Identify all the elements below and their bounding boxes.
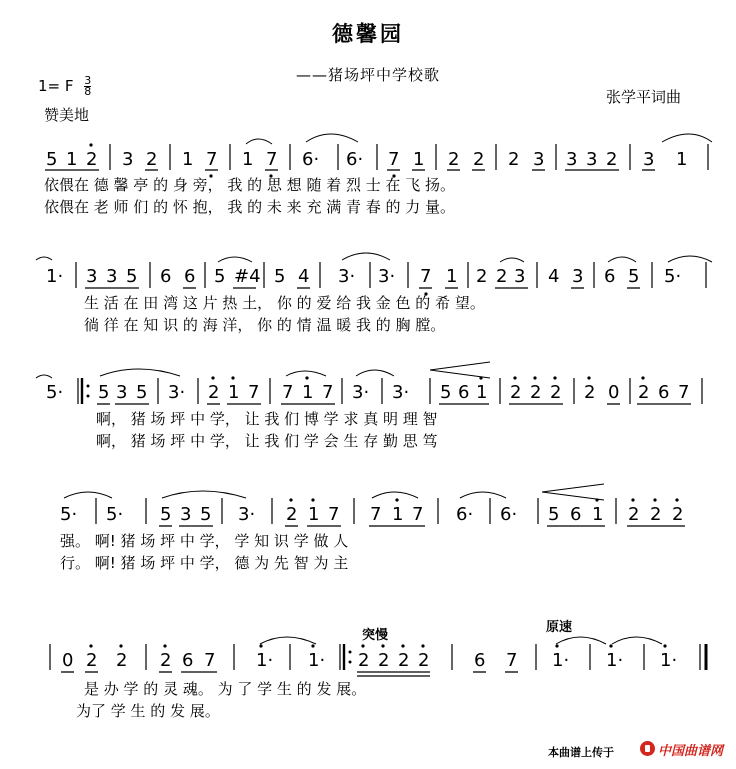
- svg-text:7: 7: [266, 149, 278, 170]
- svg-text:1: 1: [182, 149, 194, 170]
- svg-text:2: 2: [628, 504, 640, 525]
- svg-text:1: 1: [476, 382, 488, 403]
- svg-text:1·: 1·: [660, 650, 678, 671]
- svg-text:5·: 5·: [60, 504, 78, 525]
- svg-text:3: 3: [572, 266, 584, 287]
- svg-text:1·: 1·: [46, 266, 64, 287]
- svg-text:1·: 1·: [308, 650, 326, 671]
- svg-text:1: 1: [413, 149, 425, 170]
- tempo-mark-slow: 突慢: [362, 628, 389, 643]
- svg-text:3·: 3·: [392, 382, 410, 403]
- svg-text:1: 1: [446, 266, 458, 287]
- svg-text:5: 5: [274, 266, 286, 287]
- site-name: 中国曲谱网: [658, 744, 724, 759]
- svg-text:3: 3: [116, 382, 128, 403]
- score-row-4: [60, 484, 685, 526]
- svg-text:2: 2: [448, 149, 460, 170]
- slur: [246, 139, 272, 144]
- svg-text:2: 2: [86, 650, 98, 671]
- svg-text:5: 5: [160, 504, 172, 525]
- song-title: 德馨园: [332, 22, 404, 46]
- svg-text:1·: 1·: [552, 650, 570, 671]
- svg-text:3·: 3·: [238, 504, 256, 525]
- svg-text:2: 2: [530, 382, 542, 403]
- svg-text:5·: 5·: [46, 382, 64, 403]
- svg-text:2: 2: [606, 149, 618, 170]
- tempo-marking: 赞美地: [44, 106, 90, 124]
- svg-text:2: 2: [358, 650, 370, 671]
- svg-text:1: 1: [592, 504, 604, 525]
- svg-text:2: 2: [508, 149, 520, 170]
- svg-text:2: 2: [473, 149, 485, 170]
- svg-text:5·: 5·: [664, 266, 682, 287]
- svg-text:5: 5: [628, 266, 640, 287]
- svg-text:2: 2: [510, 382, 522, 403]
- svg-text:0: 0: [62, 650, 74, 671]
- score-row-1: [45, 134, 712, 178]
- svg-text:6: 6: [458, 382, 470, 403]
- upload-note: 本曲谱上传于: [548, 746, 614, 759]
- note: 1: [66, 149, 78, 170]
- svg-text:6: 6: [570, 504, 582, 525]
- lyric-row-3-verse-2: 啊， 猪 场 坪 中 学， 让 我 们 学 会 生 存 勤 思 笃: [96, 432, 438, 450]
- svg-text:1: 1: [392, 504, 404, 525]
- svg-text:2: 2: [208, 382, 220, 403]
- svg-text:6·: 6·: [456, 504, 474, 525]
- svg-text:3: 3: [586, 149, 598, 170]
- crescendo-mark: [542, 484, 604, 500]
- tempo-mark-original: 原速: [546, 620, 573, 635]
- svg-text:1: 1: [242, 149, 254, 170]
- high-dot: [89, 143, 92, 146]
- svg-text:3: 3: [533, 149, 545, 170]
- site-logo: [640, 740, 726, 758]
- svg-text:6: 6: [658, 382, 670, 403]
- svg-text:5: 5: [214, 266, 226, 287]
- svg-text:5: 5: [440, 382, 452, 403]
- note: 3: [122, 149, 134, 170]
- svg-text:1: 1: [302, 382, 314, 403]
- svg-text:6: 6: [160, 266, 172, 287]
- svg-text:2: 2: [476, 266, 488, 287]
- svg-text:6: 6: [184, 266, 196, 287]
- svg-text:6: 6: [604, 266, 616, 287]
- svg-text:7: 7: [420, 266, 432, 287]
- svg-text:3: 3: [566, 149, 578, 170]
- svg-text:7: 7: [370, 504, 382, 525]
- svg-text:2: 2: [672, 504, 684, 525]
- svg-text:5: 5: [136, 382, 148, 403]
- lyric-row-3-verse-1: 啊， 猪 场 坪 中 学， 让 我 们 博 学 求 真 明 理 智: [96, 410, 438, 428]
- svg-text:6·: 6·: [500, 504, 518, 525]
- svg-text:5: 5: [548, 504, 560, 525]
- author-credit: 张学平词曲: [606, 88, 682, 106]
- song-subtitle: ——猪场坪中学校歌: [295, 66, 440, 84]
- svg-text:7: 7: [328, 504, 340, 525]
- svg-text:6·: 6·: [346, 149, 364, 170]
- score-row-3: [36, 362, 702, 404]
- svg-text:2: 2: [160, 650, 172, 671]
- svg-text:3: 3: [180, 504, 192, 525]
- svg-text:2: 2: [116, 650, 128, 671]
- svg-text:1: 1: [676, 149, 688, 170]
- svg-text:7: 7: [206, 149, 218, 170]
- lyric-row-4-verse-2: 行。 啊! 猪 场 坪 中 学， 德 为 先 智 为 主: [60, 554, 349, 572]
- time-denominator: 8: [84, 85, 92, 98]
- svg-text:1·: 1·: [606, 650, 624, 671]
- lyric-row-2-verse-1: 生 活 在 田 湾 这 片 热 土， 你 的 爱 给 我 金 色 的 希 望。: [84, 294, 485, 312]
- svg-text:7: 7: [204, 650, 216, 671]
- svg-text:3·: 3·: [168, 382, 186, 403]
- svg-text:3·: 3·: [338, 266, 356, 287]
- svg-text:6·: 6·: [302, 149, 320, 170]
- svg-text:0: 0: [608, 382, 620, 403]
- svg-text:1·: 1·: [256, 650, 274, 671]
- lyric-row-1-verse-1: 依偎在 德 馨 亭 的 身 旁， 我 的 思 想 随 着 烈 士 在 飞 扬。: [44, 176, 456, 194]
- svg-text:1: 1: [228, 382, 240, 403]
- svg-text:7: 7: [388, 149, 400, 170]
- svg-text:3: 3: [86, 266, 98, 287]
- lyric-row-2-verse-2: 徜 徉 在 知 识 的 海 洋， 你 的 情 温 暖 我 的 胸 膛。: [84, 316, 446, 334]
- svg-text:5: 5: [200, 504, 212, 525]
- lyric-row-4-verse-1: 强。 啊! 猪 场 坪 中 学， 学 知 识 学 做 人: [60, 532, 349, 550]
- svg-text:7: 7: [678, 382, 690, 403]
- svg-text:2: 2: [650, 504, 662, 525]
- tie: [306, 134, 358, 142]
- svg-text:#4: #4: [234, 266, 261, 287]
- note: 2: [146, 149, 158, 170]
- svg-text:5·: 5·: [106, 504, 124, 525]
- svg-text:3·: 3·: [378, 266, 396, 287]
- note: 5: [46, 149, 58, 170]
- svg-text:1: 1: [308, 504, 320, 525]
- note: 2: [86, 149, 98, 170]
- lyric-row-5-verse-1: 是 办 学 的 灵 魂。 为 了 学 生 的 发 展。: [84, 680, 367, 698]
- score-row-2: [36, 253, 712, 296]
- svg-text:3: 3: [106, 266, 118, 287]
- svg-text:2: 2: [638, 382, 650, 403]
- svg-text:7: 7: [506, 650, 518, 671]
- svg-text:2: 2: [378, 650, 390, 671]
- svg-text:7: 7: [282, 382, 294, 403]
- svg-text:3: 3: [514, 266, 526, 287]
- svg-text:4: 4: [298, 266, 310, 287]
- svg-text:3·: 3·: [352, 382, 370, 403]
- logo-icon: [640, 741, 655, 756]
- svg-text:7: 7: [322, 382, 334, 403]
- svg-text:5: 5: [98, 382, 110, 403]
- svg-text:2: 2: [496, 266, 508, 287]
- svg-text:6: 6: [474, 650, 486, 671]
- svg-text:2: 2: [418, 650, 430, 671]
- svg-text:6: 6: [182, 650, 194, 671]
- svg-text:7: 7: [248, 382, 260, 403]
- time-numerator: 3: [84, 74, 92, 87]
- key-text: 1= F: [38, 77, 74, 95]
- svg-text:4: 4: [548, 266, 560, 287]
- svg-text:5: 5: [126, 266, 138, 287]
- crescendo-mark: [430, 362, 490, 378]
- svg-text:2: 2: [584, 382, 596, 403]
- svg-text:7: 7: [412, 504, 424, 525]
- lyric-row-5-verse-2: 为了 学 生 的 发 展。: [76, 702, 220, 720]
- svg-text:3: 3: [643, 149, 655, 170]
- svg-text:2: 2: [550, 382, 562, 403]
- svg-text:2: 2: [398, 650, 410, 671]
- lyric-row-1-verse-2: 依偎在 老 师 们 的 怀 抱， 我 的 未 来 充 满 青 春 的 力 量。: [44, 198, 456, 216]
- svg-text:2: 2: [286, 504, 298, 525]
